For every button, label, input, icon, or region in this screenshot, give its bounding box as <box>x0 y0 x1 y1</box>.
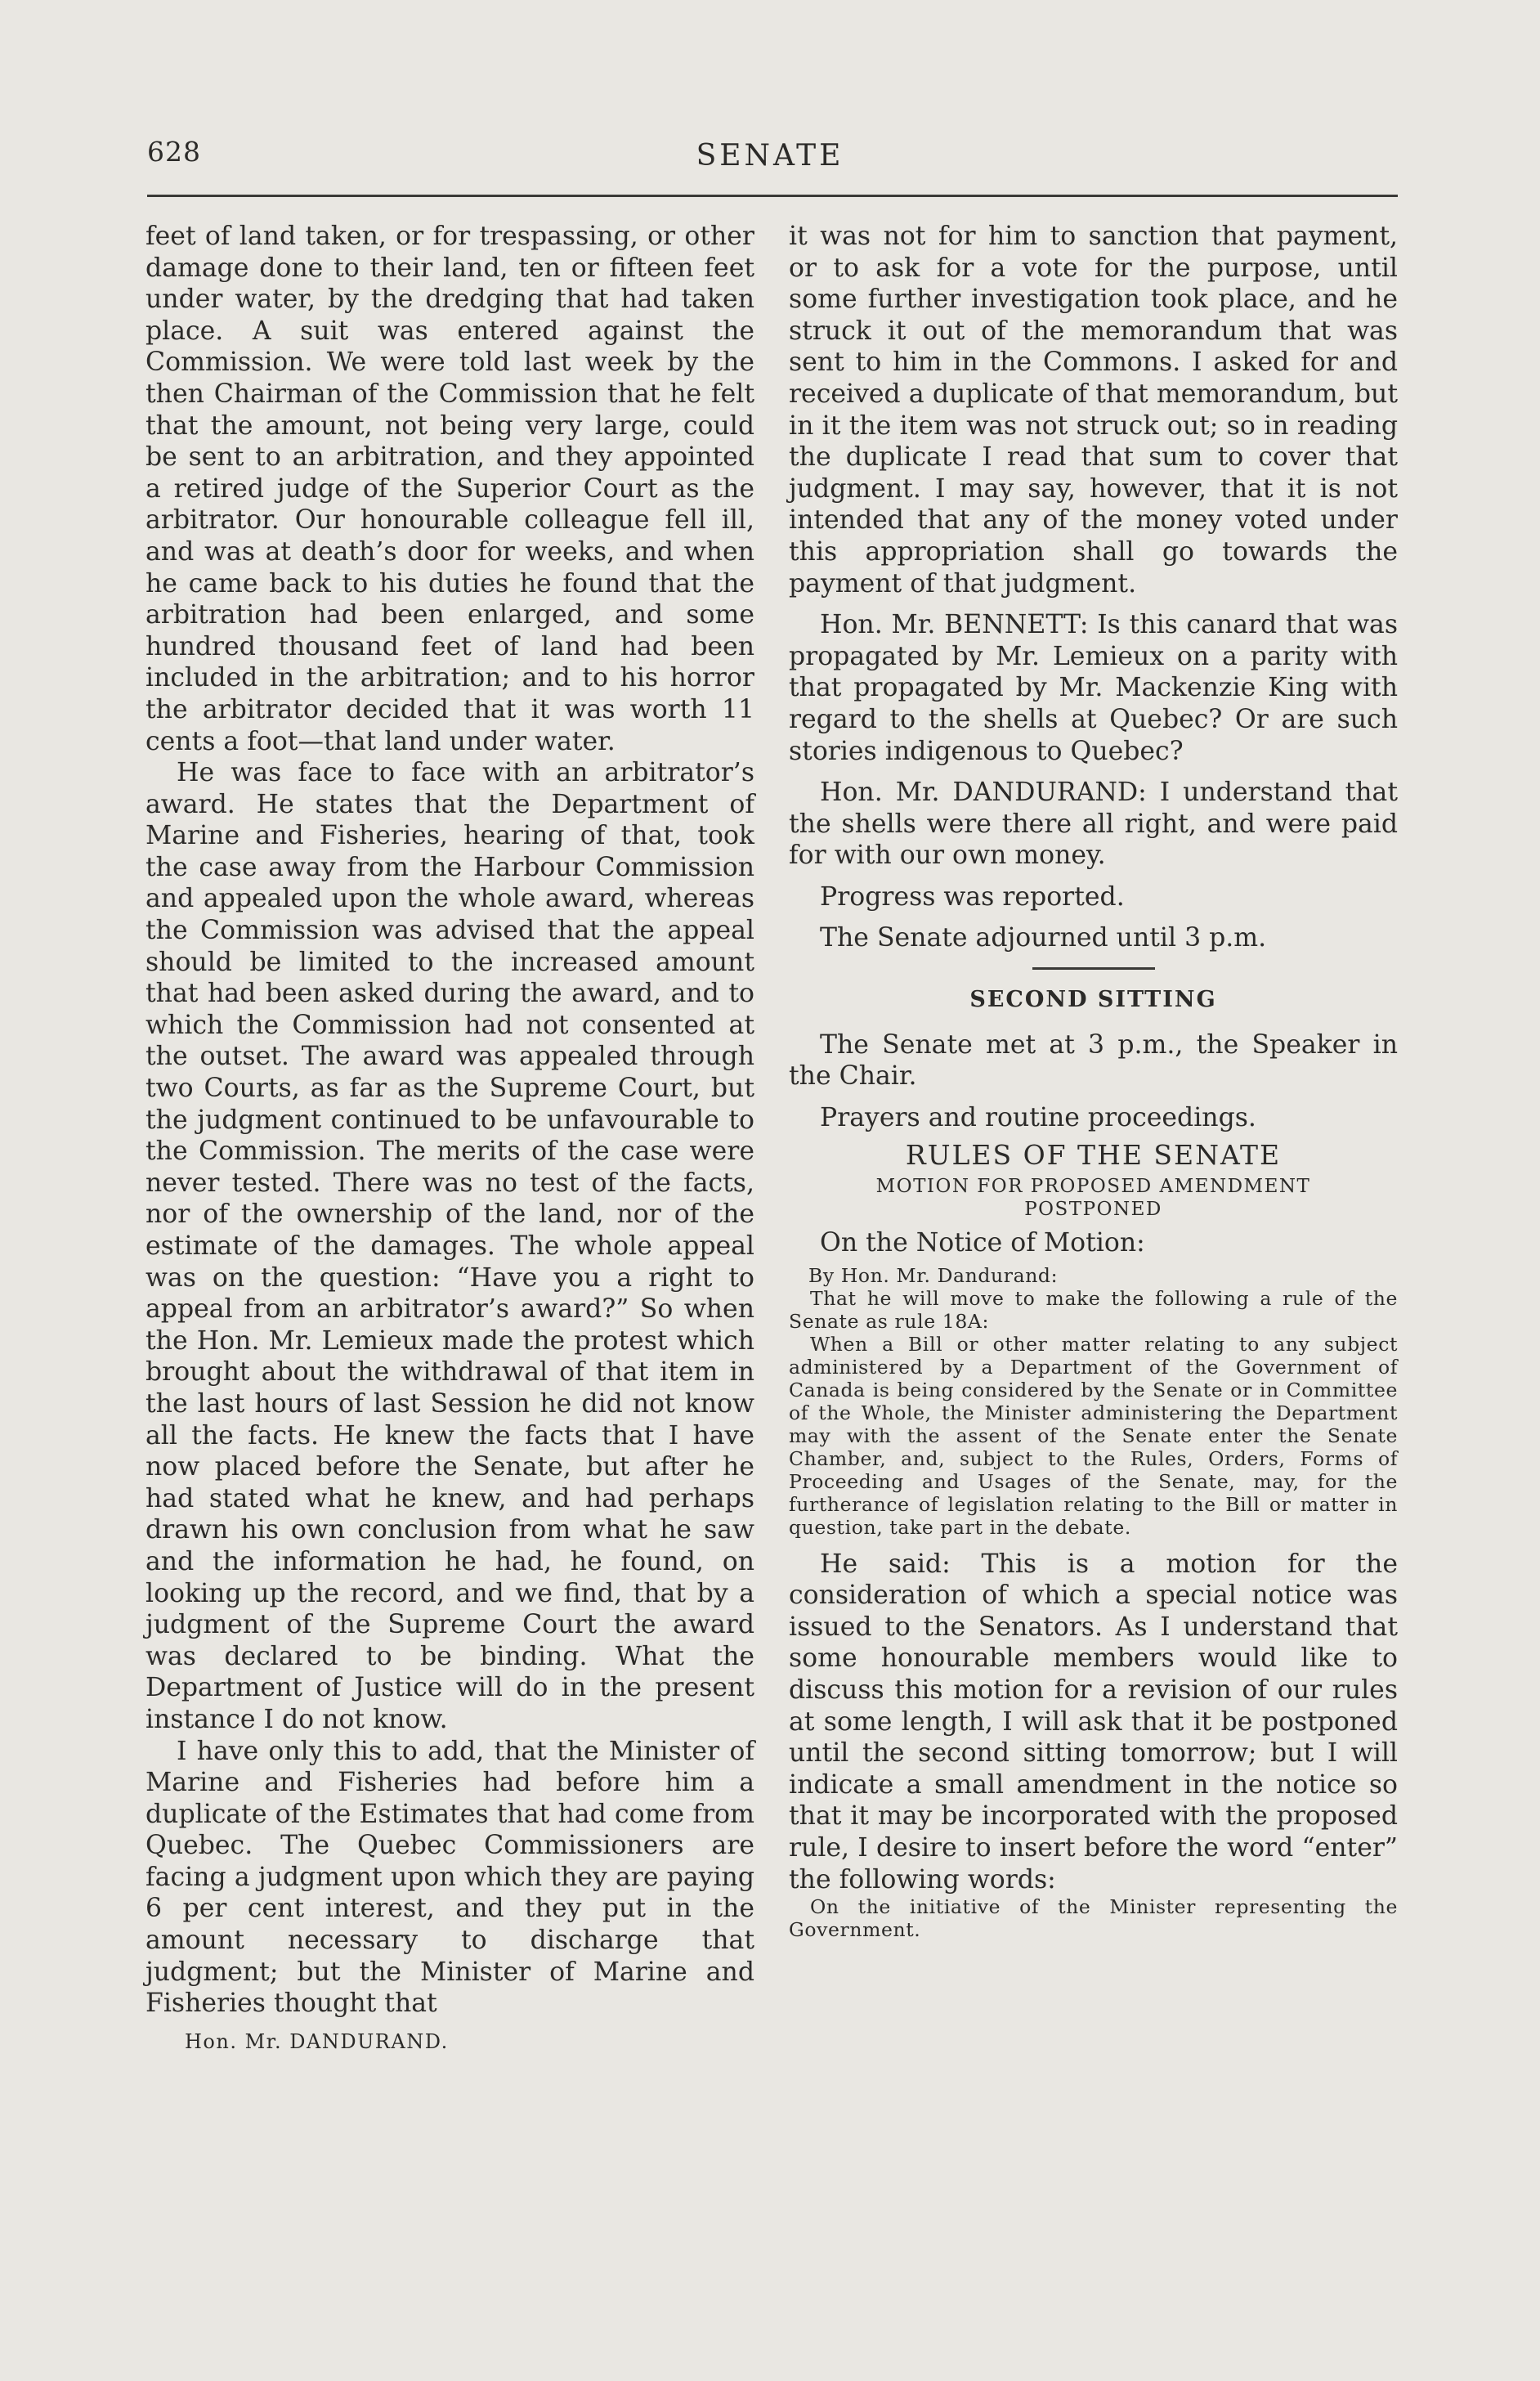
rules-heading: RULES OF THE SENATE <box>905 1139 1282 1172</box>
dandurand-reply: Hon. Mr. DANDURAND: I understand that the shells were there all right, and were paid for with our own money. <box>789 778 1398 871</box>
paragraph: feet of land taken, or for trespassing, or other damage done to their land, ten or fifteen feet under water, by the dredging that had taken place. A suit was entered against the Commission. We were told last week by the then Chairman of the Commission that he felt that the amount, not being very large, could be sent to an arbitration, and they appointed a retired judge of the Superior Court as the arbitrator. Our honourable colleague fell ill, and was at death’s door for weeks, and when he came back to his duties he found that the arbitration had been enlarged, and some hundred thousand feet of land had been included in the arbitration; and to his horror the arbitrator decided that it was worth 11 cents a foot—that land under water. <box>145 222 754 756</box>
motion-text: When a Bill or other matter relating to any subject administered by a Department of the Government of Canada is being considered by the Senate or in Committee of the Whole, the Minister administering the Department may with the assent of the Senate enter the Senate Chamber, and, subject to the Rules, Orders, Forms of Proceeding and Usages of the Senate, may, for the furtherance of legislation relating to the Bill or matter in question, take part in the debate. <box>789 1332 1398 1539</box>
by-line: By Hon. Mr. Dandurand: <box>808 1263 1059 1287</box>
progress-reported: Progress was reported. <box>820 881 1125 912</box>
inserted-words-block <box>789 1895 1398 1941</box>
motion-notice-block <box>789 1264 1398 1539</box>
running-title: SENATE <box>696 139 844 173</box>
senate-adjourned: The Senate adjourned until 3 p.m. <box>820 923 1267 953</box>
left-column <box>145 221 754 2057</box>
footer-speaker-name: Hon. Mr. DANDURAND. <box>185 2029 449 2053</box>
second-sitting-heading: SECOND SITTING <box>969 987 1217 1013</box>
bennett-remark: Hon. Mr. BENNETT: Is this canard that was propagated by Mr. Lemieux on a parity with that propagated by Mr. Mackenzie King with regard to the shells at Quebec? Or are such stories indigenous to Quebec? <box>789 610 1398 766</box>
header-rule <box>147 195 1398 197</box>
paragraph: I have only this to add, that the Minister of Marine and Fisheries had before him a duplicate of the Estimates that had come from Quebec. The Quebec Commissioners are facing a judgment upon which they are paying 6 per cent interest, and they put in the amount necessary to discharge that judgment; but the Minister of Marine and Fisheries thought that <box>145 1736 754 2019</box>
he-said: He said: This is a motion for the consideration of which a special notice was issued to the Senators. As I understand that some honourable members would like to discuss this motion for a revision of our rules at some length, I will ask that it be postponed until the second sitting tomorrow; but I will indicate a small amendment in the notice so that it may be incorporated with the proposed rule, I desire to insert before the word “enter” the following words: <box>789 1549 1398 1894</box>
right-column <box>789 221 1398 1941</box>
senate-met: The Senate met at 3 p.m., the Speaker in the Chair. <box>789 1029 1398 1092</box>
paragraph: He was face to face with an arbitrator’s award. He states that the Department of Marine and Fisheries, hearing of that, took the case away from the Harbour Commission and appealed upon the whole award, whereas the Commission was advised that the appeal should be limited to the increased amount that had been asked during the award, and to which the Commission had not consented at the outset. The award was appealed through two Courts, as far as the Supreme Court, but the judgment continued to be unfavourable to the Commission. The merits of the case were never tested. There was no test of the facts, nor of the ownership of the land, nor of the estimate of the damages. The whole appeal was on the question: “Have you a right to appeal from an arbitrator’s award?” So when the Hon. Mr. Lemieux made the protest which brought about the withdrawal of that item in the last hours of last Session he did not know all the facts. He knew the facts that I have now placed before the Senate, but after he had stated what he knew, and had perhaps drawn his own conclusion from what he saw and the information he had, he found, on looking up the record, and we find, that by a judgment of the Supreme Court the award was declared to be binding. What the Department of Justice will do in the present instance I do not know. <box>145 758 754 1734</box>
motion-subheading: MOTION FOR PROPOSED AMENDMENT POSTPONED <box>875 1176 1311 1221</box>
inserted-words: On the initiative of the Minister representing the Government. <box>789 1895 1398 1942</box>
notice-of-motion: On the Notice of Motion: <box>820 1228 1145 1258</box>
motion-intro: That he will move to make the following a rule of the Senate as rule 18A: <box>789 1286 1398 1333</box>
section-separator <box>1032 967 1155 970</box>
prayers: Prayers and routine proceedings. <box>820 1102 1256 1132</box>
page-number: 628 <box>147 136 201 168</box>
paragraph: it was not for him to sanction that payment, or to ask for a vote for the purpose, until some further investigation took place, and he struck it out of the memorandum that was sent to him in the Commons. I asked for and received a duplicate of that memorandum, but in it the item was not struck out; so in reading the duplicate I read that sum to cover that judgment. I may say, however, that it is not intended that any of the money voted under this appropriation shall go towards the payment of that judgment. <box>789 222 1398 599</box>
